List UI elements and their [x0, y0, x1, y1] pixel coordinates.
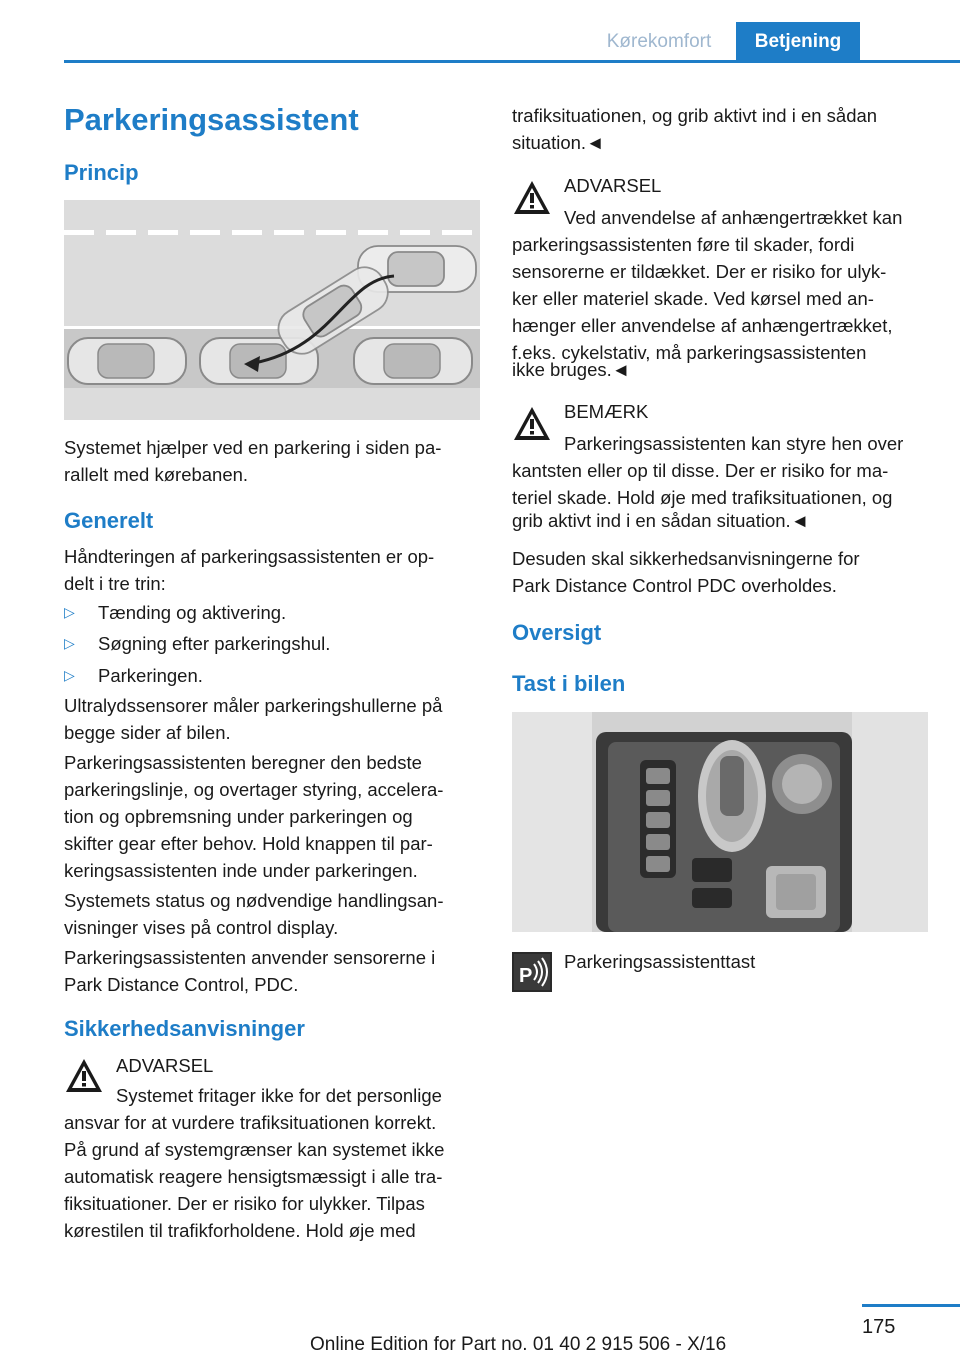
sensor-line-2: begge sider af bilen.	[64, 722, 231, 743]
generelt-heading: Generelt	[64, 508, 154, 533]
status-line: Systemets status og nødvendige handlingsan‐	[64, 890, 444, 911]
princip-line-1: Systemet hjælper ved en parkering i siden pa‐	[64, 437, 442, 458]
calc-line: skifter gear efter behov. Hold knappen til par‐	[64, 833, 433, 854]
princip-heading: Princip	[64, 160, 139, 185]
parking-assistant-button-icon	[512, 952, 552, 992]
status-line: visninger vises på control display.	[64, 917, 339, 938]
triangle-bullet-icon: ▷	[64, 604, 75, 620]
warning-text-first: Systemet fritager ikke for det personlige	[116, 1085, 442, 1106]
button-caption: Parkeringsassistenttast	[564, 951, 756, 972]
footer-rule	[862, 1304, 960, 1307]
safety-heading: Sikkerhedsanvisninger	[64, 1016, 305, 1041]
note-warning-icon	[512, 404, 552, 444]
page-title: Parkeringsassistent	[64, 102, 359, 137]
continued-line: trafiksituationen, og grib aktivt ind i en sådan	[512, 105, 878, 126]
triangle-bullet-icon: ▷	[64, 667, 75, 683]
generelt-line-2: delt i tre trin:	[64, 573, 166, 594]
pdc-line: Parkeringsassistenten anvender sensorerne i	[64, 947, 436, 968]
note-line: teriel skade. Hold øje med trafiksituationen, og	[512, 487, 893, 508]
parked-car-left	[68, 338, 186, 384]
note-line: grib aktivt ind i en sådan situation.◄	[512, 510, 810, 531]
calc-line: tion og opbremsning under parkeringen og	[64, 806, 413, 827]
warning-line: kørestilen til trafikforholdene. Hold øje med	[64, 1220, 416, 1241]
continued-line: situation.◄	[512, 132, 605, 153]
pdc-line: Park Distance Control, PDC.	[64, 974, 299, 995]
page-number: 175	[862, 1316, 896, 1338]
warning-line: På grund af systemgrænser kan systemet ikke	[64, 1139, 445, 1160]
generelt-line-1: Håndteringen af parkeringsassistenten er op‐	[64, 546, 435, 567]
console-photo	[512, 712, 928, 932]
triangle-bullet-icon: ▷	[64, 635, 75, 651]
princip-line-2: rallelt med kørebanen.	[64, 464, 249, 485]
calc-line: Parkeringsassistenten beregner den bedste	[64, 752, 422, 773]
calc-line: parkeringslinje, og overtager styring, accelera‐	[64, 779, 444, 800]
warning-line: automatisk reagere hensigtsmæssigt i alle tra‐	[64, 1166, 443, 1187]
pdc-note-line: Park Distance Control PDC overholdes.	[512, 575, 837, 596]
list-item-text: Søgning efter parkeringshul.	[98, 633, 331, 654]
note-title: BEMÆRK	[564, 401, 649, 422]
warning-icon	[512, 178, 552, 218]
list-item-text: Tænding og aktivering.	[98, 602, 287, 623]
pdc-note-line: Desuden skal sikkerhedsanvisningerne for	[512, 548, 860, 569]
list-item-text: Parkeringen.	[98, 665, 203, 686]
warning-line: ansvar for at vurdere trafiksituationen korrekt.	[64, 1112, 437, 1133]
parking-diagram-svg	[64, 200, 480, 420]
oversigt-heading: Oversigt	[512, 620, 602, 645]
edition-text: Online Edition for Part no. 01 40 2 915 506 - X/16	[310, 1334, 727, 1355]
console-photo-svg	[512, 712, 928, 932]
warning-title: ADVARSEL	[564, 175, 662, 196]
note-line: kantsten eller op til disse. Der er risiko for ma‐	[512, 460, 889, 481]
warning-title: ADVARSEL	[116, 1055, 214, 1076]
parking-illustration	[64, 200, 480, 420]
calc-line: keringsassistenten inde under parkeringen.	[64, 860, 418, 881]
warning-line: f.eks. cykelstativ, må parkeringsassistenten	[512, 342, 867, 363]
tast-heading: Tast i bilen	[512, 671, 626, 696]
sensor-line-1: Ultralydssensorer måler parkeringshullerne på	[64, 695, 443, 716]
warning-line: parkeringsassistenten føre til skader, fordi	[512, 234, 855, 255]
svg-text:P: P	[519, 965, 533, 987]
note-text-first: Parkeringsassistenten kan styre hen over	[564, 433, 904, 454]
warning-text-first: Ved anvendelse af anhængertrækket kan	[564, 207, 903, 228]
warning-line: sensorerne er tildækket. Der er risiko for ulyk‐	[512, 261, 887, 282]
tab-betjening[interactable]: Betjening	[736, 22, 860, 62]
warning-line: ikke bruges.◄	[512, 359, 631, 380]
warning-icon	[64, 1056, 104, 1096]
warning-line: hænger eller anvendelse af anhængertrækket,	[512, 315, 893, 336]
warning-line: fiksituationer. Der er risiko for ulykker. Tilpas	[64, 1193, 425, 1214]
tab-korekomfort[interactable]: Kørekomfort	[606, 31, 712, 52]
header-rule	[64, 60, 960, 63]
warning-line: ker eller materiel skade. Ved kørsel med an‐	[512, 288, 874, 309]
parked-car-right	[354, 338, 472, 384]
